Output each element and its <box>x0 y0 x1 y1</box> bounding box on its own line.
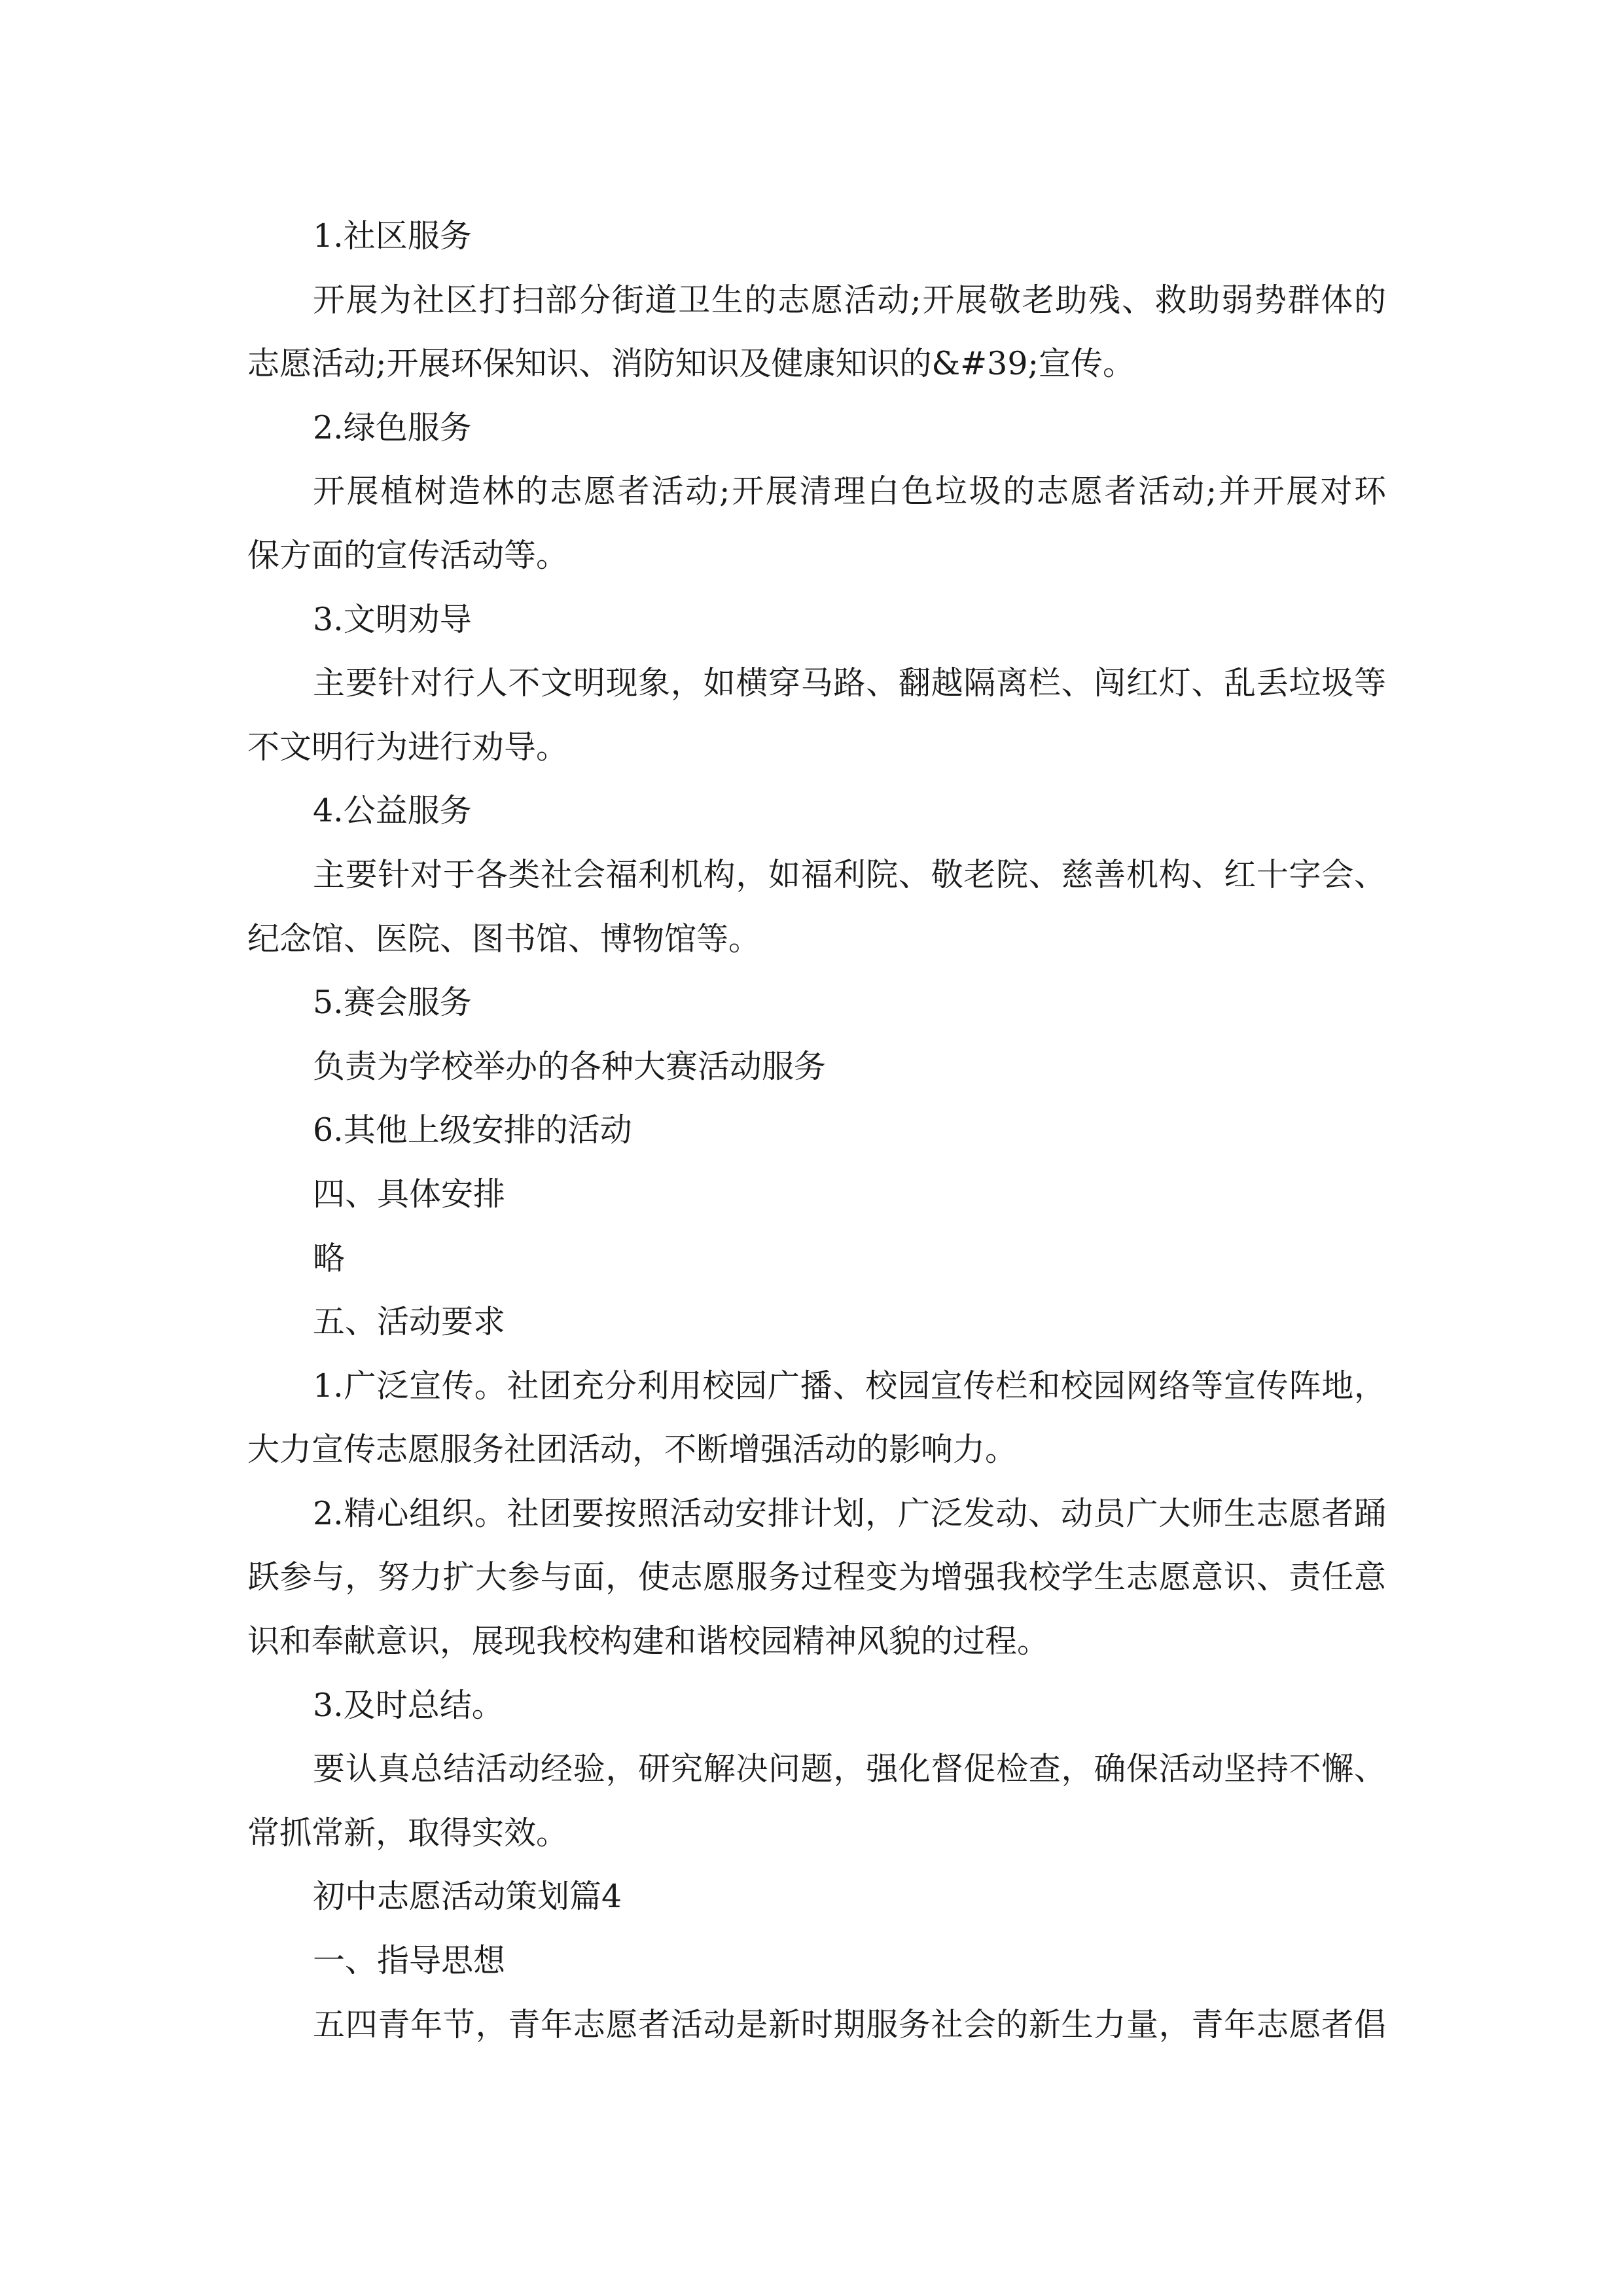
section-heading-requirements: 五、活动要求 <box>313 1303 506 1341</box>
document-body <box>247 204 1386 2056</box>
paragraph-line: 开展为社区打扫部分街道卫生的志愿活动;开展敬老助残、救助弱势群体的 <box>313 281 1386 319</box>
paragraph-line: 五四青年节，青年志愿者活动是新时期服务社会的新生力量，青年志愿者倡 <box>313 2005 1386 2043</box>
paragraph-line: 主要针对行人不文明现象，如横穿马路、翻越隔离栏、闯红灯、乱丢垃圾等 <box>313 664 1386 702</box>
paragraph-line: 保方面的宣传活动等。 <box>247 536 569 574</box>
section-heading-civility-guidance: 3.文明劝导 <box>313 600 472 638</box>
paragraph-line: 识和奉献意识，展现我校构建和谐校园精神风貌的过程。 <box>247 1623 1050 1660</box>
section-heading-public-welfare: 4.公益服务 <box>313 792 472 830</box>
paragraph-line: 纪念馆、医院、图书馆、博物馆等。 <box>247 920 761 958</box>
section-heading-other-activities: 6.其他上级安排的活动 <box>313 1111 632 1149</box>
paragraph-line: 要认真总结活动经验，研究解决问题，强化督促检查，确保活动坚持不懈、 <box>313 1750 1386 1788</box>
article-title: 初中志愿活动策划篇4 <box>313 1878 622 1916</box>
paragraph-line: 2.精心组织。社团要按照活动安排计划，广泛发动、动员广大师生志愿者踊 <box>313 1494 1386 1532</box>
paragraph-line: 常抓常新，取得实效。 <box>247 1814 569 1852</box>
paragraph-line: 大力宣传志愿服务社团活动，不断增强活动的影响力。 <box>247 1431 1018 1469</box>
paragraph-line: 略 <box>313 1239 346 1277</box>
paragraph-line: 负责为学校举办的各种大赛活动服务 <box>313 1047 827 1085</box>
paragraph-line: 跃参与，努力扩大参与面，使志愿服务过程变为增强我校学生志愿意识、责任意 <box>247 1558 1386 1596</box>
paragraph-line: 开展植树造林的志愿者活动;开展清理白色垃圾的志愿者活动;并开展对环 <box>313 473 1386 511</box>
paragraph-line: 主要针对于各类社会福利机构，如福利院、敬老院、慈善机构、红十字会、 <box>313 855 1386 893</box>
paragraph-line: 不文明行为进行劝导。 <box>247 728 569 766</box>
section-heading-event-service: 5.赛会服务 <box>313 984 472 1022</box>
paragraph-line: 3.及时总结。 <box>313 1686 504 1724</box>
section-heading-green-service: 2.绿色服务 <box>313 408 472 446</box>
paragraph-line: 1.广泛宣传。社团充分利用校园广播、校园宣传栏和校园网络等宣传阵地， <box>313 1367 1386 1405</box>
section-heading-arrangement: 四、具体安排 <box>313 1175 506 1213</box>
section-heading-community-service: 1.社区服务 <box>313 217 472 255</box>
section-heading-guiding-principle: 一、指导思想 <box>313 1942 506 1980</box>
paragraph-line: 志愿活动;开展环保知识、消防知识及健康知识的&#39;宣传。 <box>247 345 1135 383</box>
